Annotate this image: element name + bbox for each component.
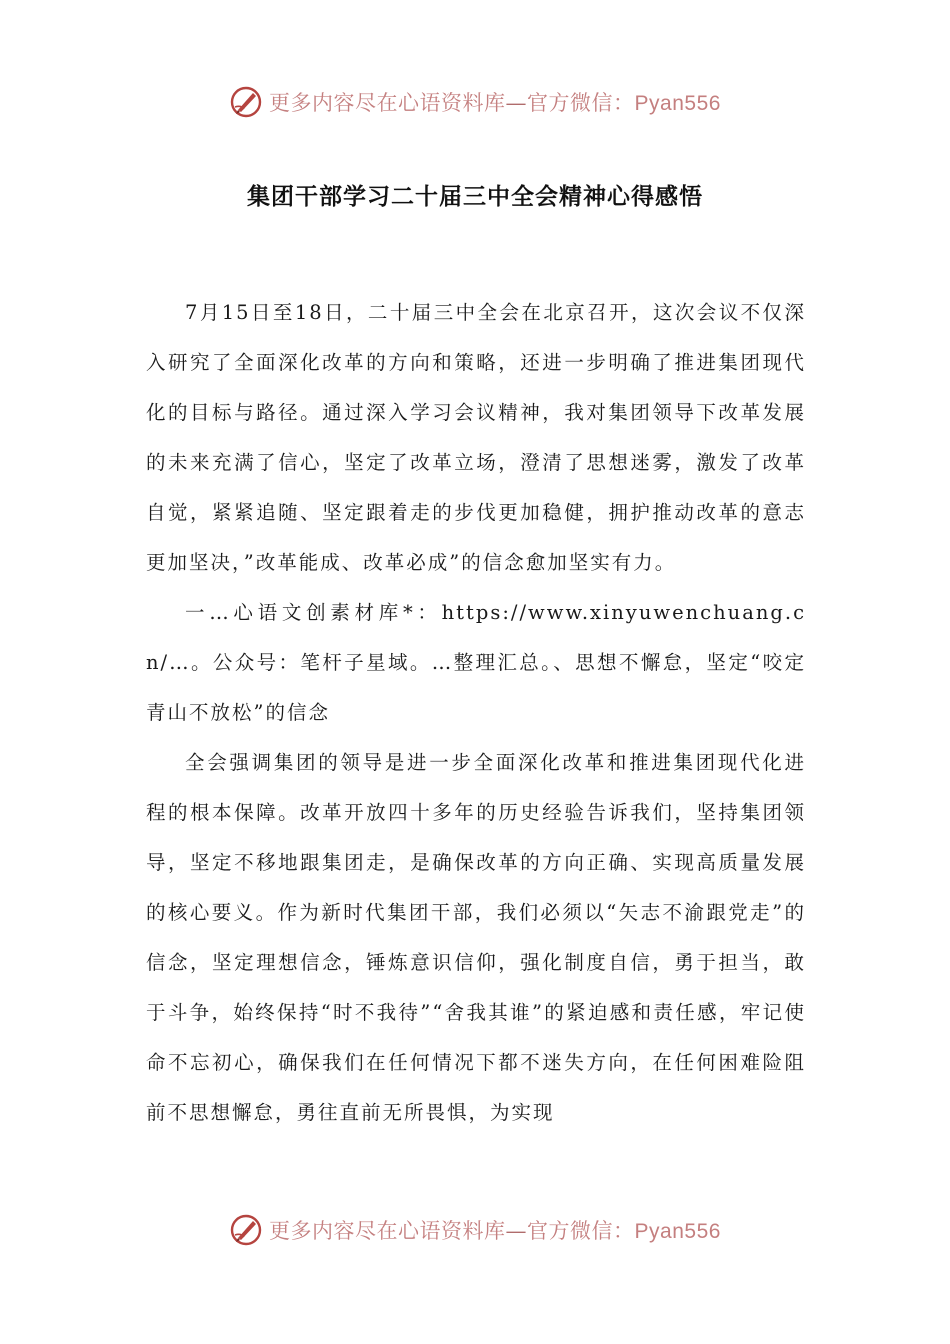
pen-logo-icon <box>229 85 263 119</box>
pen-logo-icon <box>229 1213 263 1247</box>
header-watermark <box>0 82 950 122</box>
paragraph: 全会强调集团的领导是进一步全面深化改革和推进集团现代化进程的根本保障。改革开放四十多年的历史经验告诉我们，坚持集团领导，坚定不移地跟集团走，是确保改革的方向正确、实现高质量发展的核心要义。作为新时代集团干部，我们必须以“矢志不渝跟党走”的信念，坚定理想信念，锤炼意识信仰，强化制度自信，勇于担当，敢于斗争，始终保持“时不我待”“舍我其谁”的紧迫感和责任感，牢记使命不忘初心，确保我们在任何情况下都不迷失方向，在任何困难险阻前不思想懈怠，勇往直前无所畏惧，为实现 <box>146 751 806 1124</box>
paragraph: 7月15日至18日，二十届三中全会在北京召开，这次会议不仅深入研究了全面深化改革的方向和策略，还进一步明确了推进集团现代化的目标与路径。通过深入学习会议精神，我对集团领导下改革发展的未来充满了信心，坚定了改革立场，澄清了思想迷雾，激发了改革自觉，紧紧追随、坚定跟着走的步伐更加稳健，拥护推动改革的意志更加坚决，”改革能成、改革必成”的信念愈加坚实有力。 <box>146 301 806 574</box>
document-title: 集团干部学习二十届三中全会精神心得感悟 <box>247 184 703 210</box>
footer-watermark <box>0 1210 950 1250</box>
watermark-text: 更多内容尽在心语资料库—官方微信：Pyan556 <box>269 91 721 115</box>
watermark-text: 更多内容尽在心语资料库—官方微信：Pyan556 <box>269 1219 721 1243</box>
paragraph: 一…心语文创素材库*：https://www.xinyuwenchuang.cn/…。公众号：笔杆子星域。…整理汇总。、思想不懈怠，坚定“咬定青山不放松”的信念 <box>146 601 806 724</box>
document-body <box>146 288 806 1138</box>
